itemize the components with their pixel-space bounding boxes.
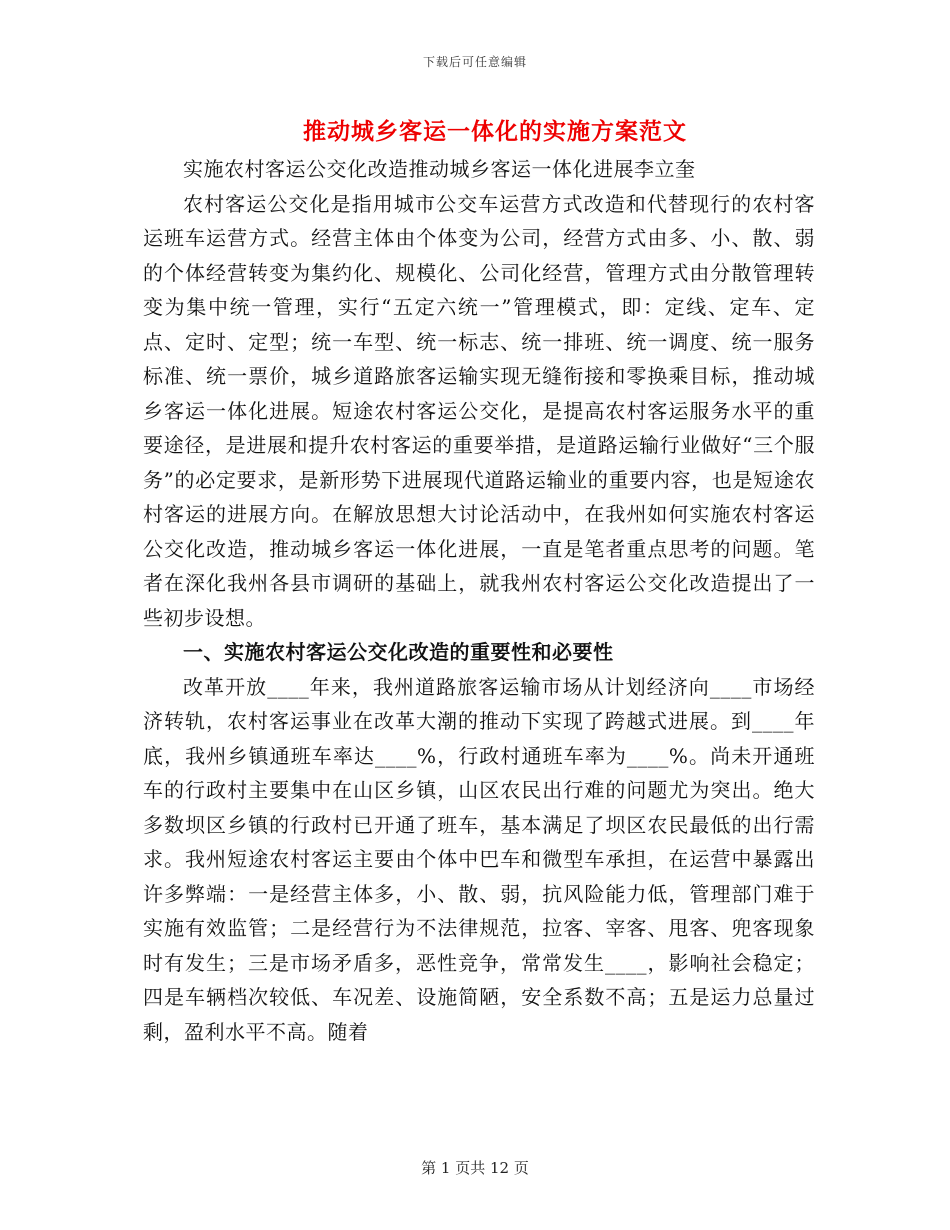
body-paragraph: 改革开放____年来，我州道路旅客运输市场从计划经济向____市场经济转轨，农村客运事业在改革大潮的推动下实现了跨越式进展。到____年底，我州乡镇通班车率达____%，行政村通班车率为____%。尚未开通班车的行政村主要集中在山区乡镇，山区农民出行难的问题尤为突出。绝大多数坝区乡镇的行政村已开通了班车，基本满足了坝区农民最低的出行需求。我州短途农村客运主要由个体中巴车和微型车承担，在运营中暴露出许多弊端：一是经营主体多，小、散、弱，抗风险能力低，管理部门难于实施有效监管；二是经营行为不法律规范，拉客、宰客、甩客、兜客现象时有发生；三是市场矛盾多，恶性竞争，常常发生____，影响社会稳定；四是车辆档次较低、车况差、设施简陋，安全系数不高；五是运力总量过剩，盈利水平不高。随着	[143, 674, 815, 1044]
document-body	[143, 152, 815, 1049]
header-note: 下载后可任意编辑	[422, 55, 527, 69]
page-number: 第 1 页共 12 页	[421, 1159, 529, 1177]
document-title: 推动城乡客运一体化的实施方案范文	[303, 118, 687, 145]
document-subtitle: 实施农村客运公交化改造推动城乡客运一体化进展李立奎	[183, 157, 696, 181]
body-paragraph: 农村客运公交化是指用城市公交车运营方式改造和代替现行的农村客运班车运营方式。经营主体由个体变为公司，经营方式由多、小、散、弱的个体经营转变为集约化、规模化、公司化经营，管理方式由分散管理转变为集中统一管理，实行“五定六统一”管理模式，即：定线、定车、定点、定时、定型；统一车型、统一标志、统一排班、统一调度、统一服务标准、统一票价，城乡道路旅客运输实现无缝衔接和零换乘目标，推动城乡客运一体化进展。短途农村客运公交化，是提高农村客运服务水平的重要途径，是进展和提升农村客运的重要举措，是道路运输行业做好“三个服务”的必定要求，是新形势下进展现代道路运输业的重要内容，也是短途农村客运的进展方向。在解放思想大讨论活动中，在我州如何实施农村客运公交化改造，推动城乡客运一体化进展，一直是笔者重点思考的问题。笔者在深化我州各县市调研的基础上，就我州农村客运公交化改造提出了一些初步设想。	[143, 191, 815, 630]
section-heading: 一、实施农村客运公交化改造的重要性和必要性	[183, 640, 614, 664]
